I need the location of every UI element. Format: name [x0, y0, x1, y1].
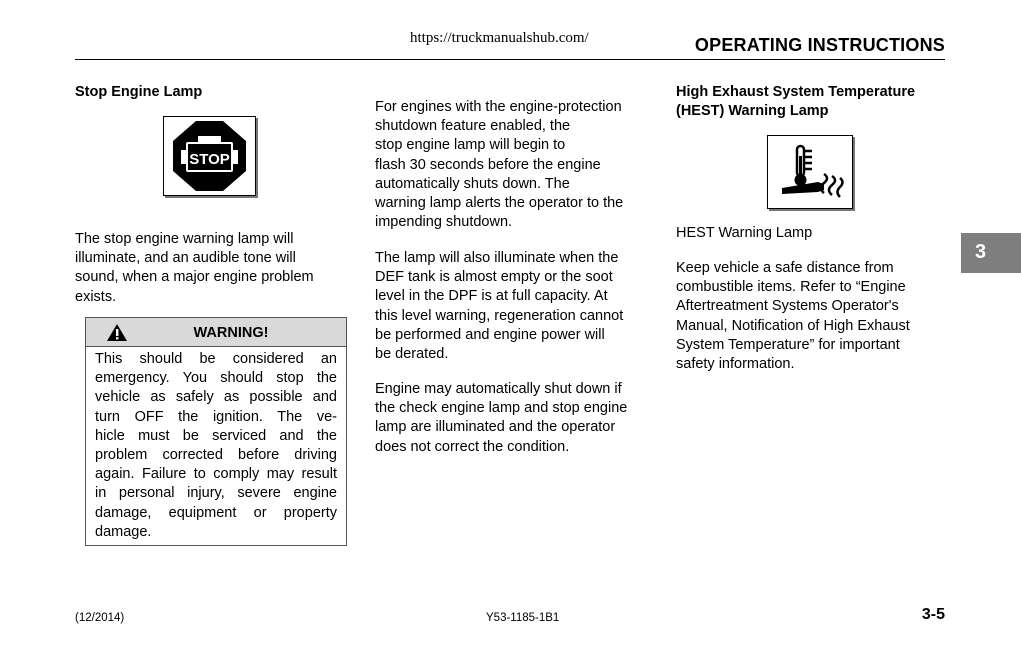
text-line: in personal injury, severe engine: [95, 485, 337, 502]
text-line: warning lamp alerts the operator to the: [375, 195, 624, 212]
text-line: be performed and engine power will: [375, 326, 605, 343]
stop-engine-lamp-description: [75, 230, 345, 307]
stop-engine-lamp-heading: Stop Engine Lamp: [75, 84, 203, 100]
warning-header: [86, 318, 346, 347]
text-line: impending shutdown.: [375, 214, 513, 231]
text-line: safety information.: [676, 356, 795, 373]
text-line: be derated.: [375, 346, 449, 363]
text-line: The lamp will also illuminate when the: [375, 250, 619, 266]
text-line: damage.: [95, 523, 152, 540]
text-line: emergency. You should stop the: [95, 370, 337, 387]
page-number: 3-5: [921, 606, 945, 623]
chapter-tab: [961, 233, 1021, 273]
footer-doc-code: Y53-1185-1B1: [486, 612, 560, 624]
text-line: exists.: [75, 288, 117, 305]
text-line: This should be considered an: [95, 351, 337, 367]
text-line: Keep vehicle a safe distance from: [676, 260, 894, 276]
heading-line: (HEST) Warning Lamp: [676, 103, 829, 119]
def-dpf-paragraph: [375, 249, 655, 364]
hest-warning-lamp-icon: [768, 136, 852, 208]
text-line: hicle must be serviced and the: [95, 427, 337, 444]
text-line: stop engine lamp will begin to: [375, 137, 566, 154]
header-url: https://truckmanualshub.com/: [410, 30, 589, 46]
hest-lamp-figure: [767, 135, 853, 209]
warning-box: [85, 317, 347, 546]
page-section-title: OPERATING INSTRUCTIONS: [694, 35, 945, 55]
text-line: Manual, Notification of High Exhaust: [676, 317, 910, 334]
text-line: vehicle as safely as possible and: [95, 389, 337, 406]
text-line: lamp are illuminated and the operator: [375, 419, 616, 436]
text-line: again. Failure to comply may result: [95, 466, 337, 483]
hest-lamp-description: [676, 259, 951, 374]
hest-lamp-heading: [676, 83, 951, 121]
text-line: flash 30 seconds before the engine: [375, 156, 601, 173]
text-line: level in the DPF is at full capacity. At: [375, 288, 608, 305]
warning-label: WARNING!: [193, 325, 269, 341]
stop-icon-text: STOP: [189, 151, 230, 168]
auto-shutdown-paragraph: [375, 380, 655, 457]
engine-protection-paragraph: [375, 98, 655, 232]
heading-line: High Exhaust System Temperature: [676, 84, 916, 100]
text-line: problem corrected before driving: [95, 447, 337, 464]
text-line: does not correct the condition.: [375, 438, 570, 455]
warning-body: [86, 347, 346, 542]
chapter-number: 3: [975, 241, 987, 263]
text-line: illuminate, and an audible tone will: [75, 250, 296, 267]
text-line: System Temperature” for important: [676, 336, 900, 353]
text-line: automatically shuts down. The: [375, 175, 570, 192]
text-line: shutdown feature enabled, the: [375, 118, 571, 135]
text-line: combustible items. Refer to “Engine: [676, 279, 906, 296]
text-line: For engines with the engine-protection: [375, 99, 622, 115]
text-line: sound, when a major engine problem: [75, 269, 314, 286]
footer-date: (12/2014): [75, 612, 125, 624]
stop-engine-lamp-figure: [163, 116, 256, 196]
text-line: turn OFF the ignition. The ve-: [95, 408, 337, 425]
text-line: Aftertreatment Systems Operator's: [676, 298, 899, 315]
stop-engine-lamp-icon: [164, 117, 255, 195]
text-line: The stop engine warning lamp will: [75, 231, 294, 247]
text-line: Engine may automatically shut down if: [375, 381, 622, 397]
text-line: DEF tank is almost empty or the soot: [375, 269, 613, 286]
hest-lamp-caption: HEST Warning Lamp: [676, 225, 813, 241]
text-line: the check engine lamp and stop engine: [375, 400, 628, 417]
header-rule: [75, 59, 945, 60]
text-line: damage, equipment or property: [95, 504, 337, 521]
text-line: this level warning, regeneration cannot: [375, 307, 624, 324]
